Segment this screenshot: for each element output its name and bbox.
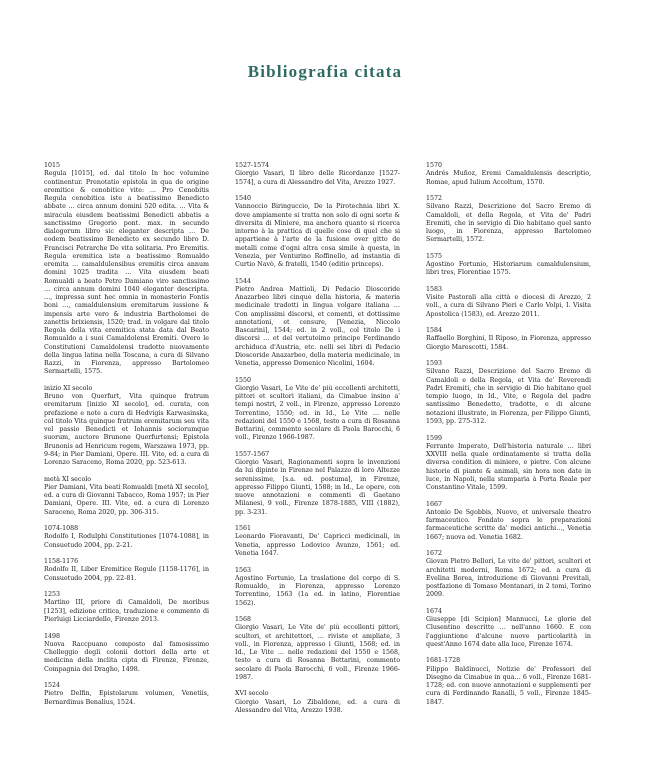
entry-citation: Giorgio Vasari, Lo Zibaldone, ed. a cura di Alessandro del Vita, Arezzo 1938. xyxy=(235,698,400,714)
bibliography-entry xyxy=(426,657,591,707)
page-title: Bibliografia citata xyxy=(247,62,403,81)
bibliography-entry xyxy=(426,195,591,245)
entry-year: 1540 xyxy=(235,195,252,203)
bibliography-entry xyxy=(235,567,400,608)
bibliography-entry xyxy=(426,360,591,426)
entry-year: 1568 xyxy=(235,616,252,624)
bibliography-entry xyxy=(426,327,591,352)
entry-year: 1667 xyxy=(426,500,443,508)
entry-citation: Rodolfo II, Liber Eremitice Regule [1158-1176], in Consuetudo 2004, pp. 22-81. xyxy=(44,566,209,582)
bibliography-entry xyxy=(44,162,209,377)
bibliography-entry xyxy=(44,385,209,468)
entry-year: 1599 xyxy=(426,434,443,442)
bibliography-entry xyxy=(235,377,400,443)
entry-year: 1674 xyxy=(426,607,443,615)
entry-citation: Ferrante Imperato, Dell'historia naturale … libri XXVIII nella quale ordinatamente si tratta della diversa condition di miniere, e pietre. Con alcune historie di piante & animali, sin hora non date in luce, in Napoli, nella stamparia à Porta Reale per Constantino Vitale, 1599. xyxy=(426,442,591,492)
entry-year: XVI secolo xyxy=(235,690,269,698)
entry-year: 1563 xyxy=(235,566,252,574)
entry-year: 1583 xyxy=(426,285,443,293)
entry-citation: Antonio De Sgobbis, Nuovo, et universale theatro farmaceutico. Fondato sopra le preparazioni farmaceutiche scritte da' medici antichi…, Venetia 1667; nuova ed. Venetia 1682. xyxy=(426,508,591,541)
bibliography-entry xyxy=(235,525,400,558)
entry-citation: Regula [1015], ed. dal titolo In hoc volumine continentur. Prenotatio epistola in qua de origine eremitice & cenobitice vite: … Pro Cenobitis Regula cenobitica iste a beatissimo Benedicto abbate … circa annum domini 520 edita. … Vita & miracula eiusdem beatissimi Benedicti abbatis a sanctissimo Gregorio pont. max. in secundo dialogorum libro sic eleganter descripta … De eodem beatissimo Benedicto ex secundo libro D. Francisci Petrarche De vita solitaria. Pro Eremitis. Regula eremitica iste a beatissimo Romualdo eremita … camaldulensibus eremitis circa annum domini 1025 tradita … Vita eiusdem beati Romualdi a beato Petro Damiano viro sanctissimo … circa annum domini 1040 eleganter descripta. …, impressa sunt hec omnia in monasterio Fontis boni …, camaldulensium eremitarum iussione & impensis arte vero & industria Bartholomei de zanettis brixiensis, 1520; trad. in volgare dal titolo Regola della vita eremitica stata data dal Beato Romualdo a i suoi Camaldolensi Eremiti. Overo le Constitutioni Camaldolensi tradotte nuovamente della lingua latina nella Toscana, a cura di Silvano Razzi, in Fiorenza, appresso Bartolomeo Sermartelli, 1575. xyxy=(44,170,209,376)
entry-year: 1561 xyxy=(235,525,252,533)
entry-year: 1015 xyxy=(44,162,61,169)
entry-year: 1681-1728 xyxy=(426,657,461,665)
entry-citation: Giorgio Vasari, Il libro delle Ricordanze [1527-1574], a cura di Alessandro del Vita, Arezzo 1927. xyxy=(235,170,400,186)
entry-citation: Giuseppe [di Scipion] Mannucci, Le glorie del Clusentino descritte … nell'anno 1660. E con l'aggiuntione d'alcune nuove particolarità in quest'Anno 1674 date alla luce, Firenze 1674. xyxy=(426,616,591,648)
entry-year: 1524 xyxy=(44,682,61,690)
entry-citation: Giovan Pietro Bellori, Le vite de' pittori, scultori et architetti moderni, Roma 1672; ed. a cura di Evelina Borea, introduzione di Giovanni Previtali, postfazione di Tomaso Montanari, in 2 tomi, Torino 2009. xyxy=(426,558,591,599)
entry-year: 1527-1574 xyxy=(235,162,270,169)
bibliography-entry xyxy=(426,435,591,493)
entry-citation: Pier Damiani, Vita beati Romualdi [metà XI secolo], ed. a cura di Giovanni Tabacco, Roma 1957; in Pier Damiani, Opere. III. Vite, ed. a cura di Lorenzo Saraceno, Roma 2020, pp. 306-315. xyxy=(44,483,209,516)
bibliography-entry xyxy=(235,616,400,682)
entry-year: 1593 xyxy=(426,360,443,368)
bibliography-entry xyxy=(235,451,400,517)
entry-year: 1570 xyxy=(426,162,443,169)
entry-citation: Filippo Baldinucci, Notizie de' Professori del Disegno da Cimabue in qua… 6 voll., Firenze 1681-1728; ed. con nuove annotazioni e supplementi per cura di Ferdinando Ranalli, 5 voll., Firenze 1845-1847. xyxy=(426,665,591,706)
bibliography-entry xyxy=(426,162,591,187)
entry-citation: Nuova Raccpuano composto dal famosissimo Chelleggio degli colonii dottori della arte et medicina della inclita cipta di Firenze, Firenze, Compagnia del Dragho, 1498. xyxy=(44,640,209,673)
entry-year: 1557-1567 xyxy=(235,450,270,458)
bibliography-entry xyxy=(44,682,209,707)
entry-citation: Silvano Razzi, Descrizione del Sacro Eremo di Camaldoli e della Regola, et Vita de' Reverendi Padri Eremiti, che in servigio di Dio habitano quel tempio luogo, in Id., Vite, e Regola del padre santissimo Benedetto, tradotte, e di alcune notazioni illustrate, in Fiorenza, per Filippo Giunti, 1593, pp. 275-312. xyxy=(426,368,591,425)
entry-citation: Visite Pastorali alla città e diocesi di Arezzo, 2 voll., a cura di Silvano Pieri e Carlo Volpi, I. Visita Apostolica (1583), ed. Arezzo 2011. xyxy=(426,294,591,318)
entry-citation: Andrés Muñoz, Eremi Camaldulensis descriptio, Romae, apud Iulium Accoltum, 1570. xyxy=(426,170,591,186)
bibliography-entry xyxy=(235,162,400,187)
bibliography-column-3 xyxy=(426,162,591,715)
bibliography-column-1 xyxy=(44,162,209,715)
entry-citation: Pietro Andrea Mattioli, Di Pedacio Dioscoride Anazarbeo libri cinque della historia, & materia medicinale tradotti in lingua volgare italiana … Con amplissimi discorsi, et comenti, et dottissime annotationi, et censure, [Venezia, Niccolo Bascarini], 1544; ed. in 2 voll., col titolo De i discorsi … et del vertuteimo principe Ferdinando archiduca d'Austria, etc. nelli sei libri di Pedacio Dioscoride Anazarbeo, della materia medicinale, in Venetia, appresso Domenico Nicolini, 1604. xyxy=(235,285,400,368)
entry-year: 1498 xyxy=(44,632,61,640)
entry-year: inizio XI secolo xyxy=(44,384,93,392)
entry-citation: Raffaello Borghini, Il Riposo, in Fiorenza, appresso Giorgio Marescotti, 1584. xyxy=(426,335,591,351)
bibliography-entry xyxy=(44,476,209,517)
bibliography-entry xyxy=(44,591,209,624)
entry-year: 1572 xyxy=(426,195,443,203)
entry-citation: Pietro Delfin, Epistolarum volumen, Venetiis, Bernardinus Benalius, 1524. xyxy=(44,690,209,706)
entry-citation: Vannoccio Biringuccio, De la Pirotechnia libri X. dove ampiamente si tratta non solo di ogni sorte & diversita di Miniere, ma anchora quanto si ricerca intorno à la prattica di quelle cose di quel che si appartiene à l'arte de la fusione over gitto de metalli come d'ogni altra cosa simile à questa, in Venezia, per Venturino Roffinello, ad instantia di Curtio Navò, & fratelli, 1540 (editio princeps). xyxy=(235,203,400,269)
entry-citation: Giorgio Vasari, Le Vite de' più eccellenti pittori, scultori, et architettori, … riviste et ampliate, 3 voll., in Fiorenza, appresso i Giunti, 1568; ed. in Id., Le Vite … nelle redazioni del 1550 e 1568, testo a cura di Rosanna Bettarini, commento secolare di Paola Barocchi, 6 voll., Firenze 1966-1987. xyxy=(235,624,400,681)
entry-year: 1074-1088 xyxy=(44,525,79,533)
entry-year: 1544 xyxy=(235,277,252,285)
entry-year: 1584 xyxy=(426,327,443,335)
bibliography-entry xyxy=(426,501,591,542)
entry-year: 1550 xyxy=(235,376,252,384)
bibliography-entry xyxy=(426,286,591,319)
entry-citation: Agostino Fortunio, Historiarum camaldulensium, libri tres, Florentiae 1575. xyxy=(426,261,591,277)
entry-year: 1253 xyxy=(44,591,61,599)
bibliography-entry xyxy=(44,633,209,674)
bibliography-entry xyxy=(44,525,209,550)
entry-year: 1158-1176 xyxy=(44,558,79,566)
bibliography-entry xyxy=(235,195,400,269)
entry-citation: Bruno von Querfurt, Vita quinque fratrum eremitarum [inizio XI secolo], ed. curata, con prefazione e note a cura di Hedvigis Karwasinska, col titolo Vita quinque fratrum eremitarum seu vita vel passio Benedicti et Iohannis sociorumque suorum, auctore Brunone Querfurtensi; Epistola Brunonis ad Henricum regem, Warszawa 1973, pp. 9-84; in Pier Damiani, Opere. III. Vite, ed. a cura di Lorenzo Saraceno, Roma 2020, pp. 523-613. xyxy=(44,393,209,467)
bibliography-column-2 xyxy=(235,162,400,723)
bibliography-entry xyxy=(426,608,591,649)
bibliography-entry xyxy=(235,278,400,369)
entry-year: 1672 xyxy=(426,550,443,558)
bibliography-entry xyxy=(426,550,591,600)
entry-citation: Martino III, priore di Camaldoli, De moribus [1253], edizione critica, traduzione e commento di Pierluigi Licciardello, Firenze 2013. xyxy=(44,599,209,623)
bibliography-entry xyxy=(44,558,209,583)
bibliography-entry xyxy=(426,253,591,278)
entry-year: metà XI secolo xyxy=(44,475,92,483)
entry-citation: Agostino Fortunio, La traslatione del corpo di S. Romualdo, in Fiorenza, appresso Lorenzo Torrentino, 1563 (1a ed. in latino, Florentiae 1562). xyxy=(235,574,400,607)
entry-citation: Giorgio Vasari, Le Vite de' più eccellenti architetti, pittori et scultori italiani, da Cimabue insino a' tempi nostri, 2 voll., in Firenze, appresso Lorenzo Torrentino, 1550; ed. in Id., Le Vite … nelle redazioni del 1550 e 1568, testo a cura di Rosanna Bettarini, commento secolare di Paola Barocchi, 6 voll., Firenze 1966-1987. xyxy=(235,384,400,442)
entry-citation: Silvano Razzi, Descrizione del Sacro Eremo di Camaldoli, et della Regola, et Vita de' Padri Eremiti, che in servigio di Dio habitano quel santo luogo, in Fiorenza, appresso Bartolomeo Sermartelli, 1572. xyxy=(426,203,591,244)
entry-citation: Rodolfo I, Rodulphi Constitutiones [1074-1088], in Consuetudo 2004, pp. 2-21. xyxy=(44,533,209,549)
entry-citation: Leonardo Fioravanti, De' Capricci medicinali, in Venetia, appresso Lodovico Avanzo, 1561; ed. Venetia 1647. xyxy=(235,533,400,557)
entry-year: 1575 xyxy=(426,252,443,260)
entry-citation: Giorgio Vasari, Ragionamenti sopra le invenzioni da lui dipinte in Firenze nel Palazzo di loro Altezze serenissime, [s.a. ed. postuma], in Firenze, appresso Filippo Giunti, 1588; in Id., Le opere, con nuove annotazioni e commenti di Gaetano Milanesi, 9 voll., Firenze 1878-1885, VIII (1882), pp. 3-231. xyxy=(235,459,400,516)
bibliography-entry xyxy=(235,690,400,715)
